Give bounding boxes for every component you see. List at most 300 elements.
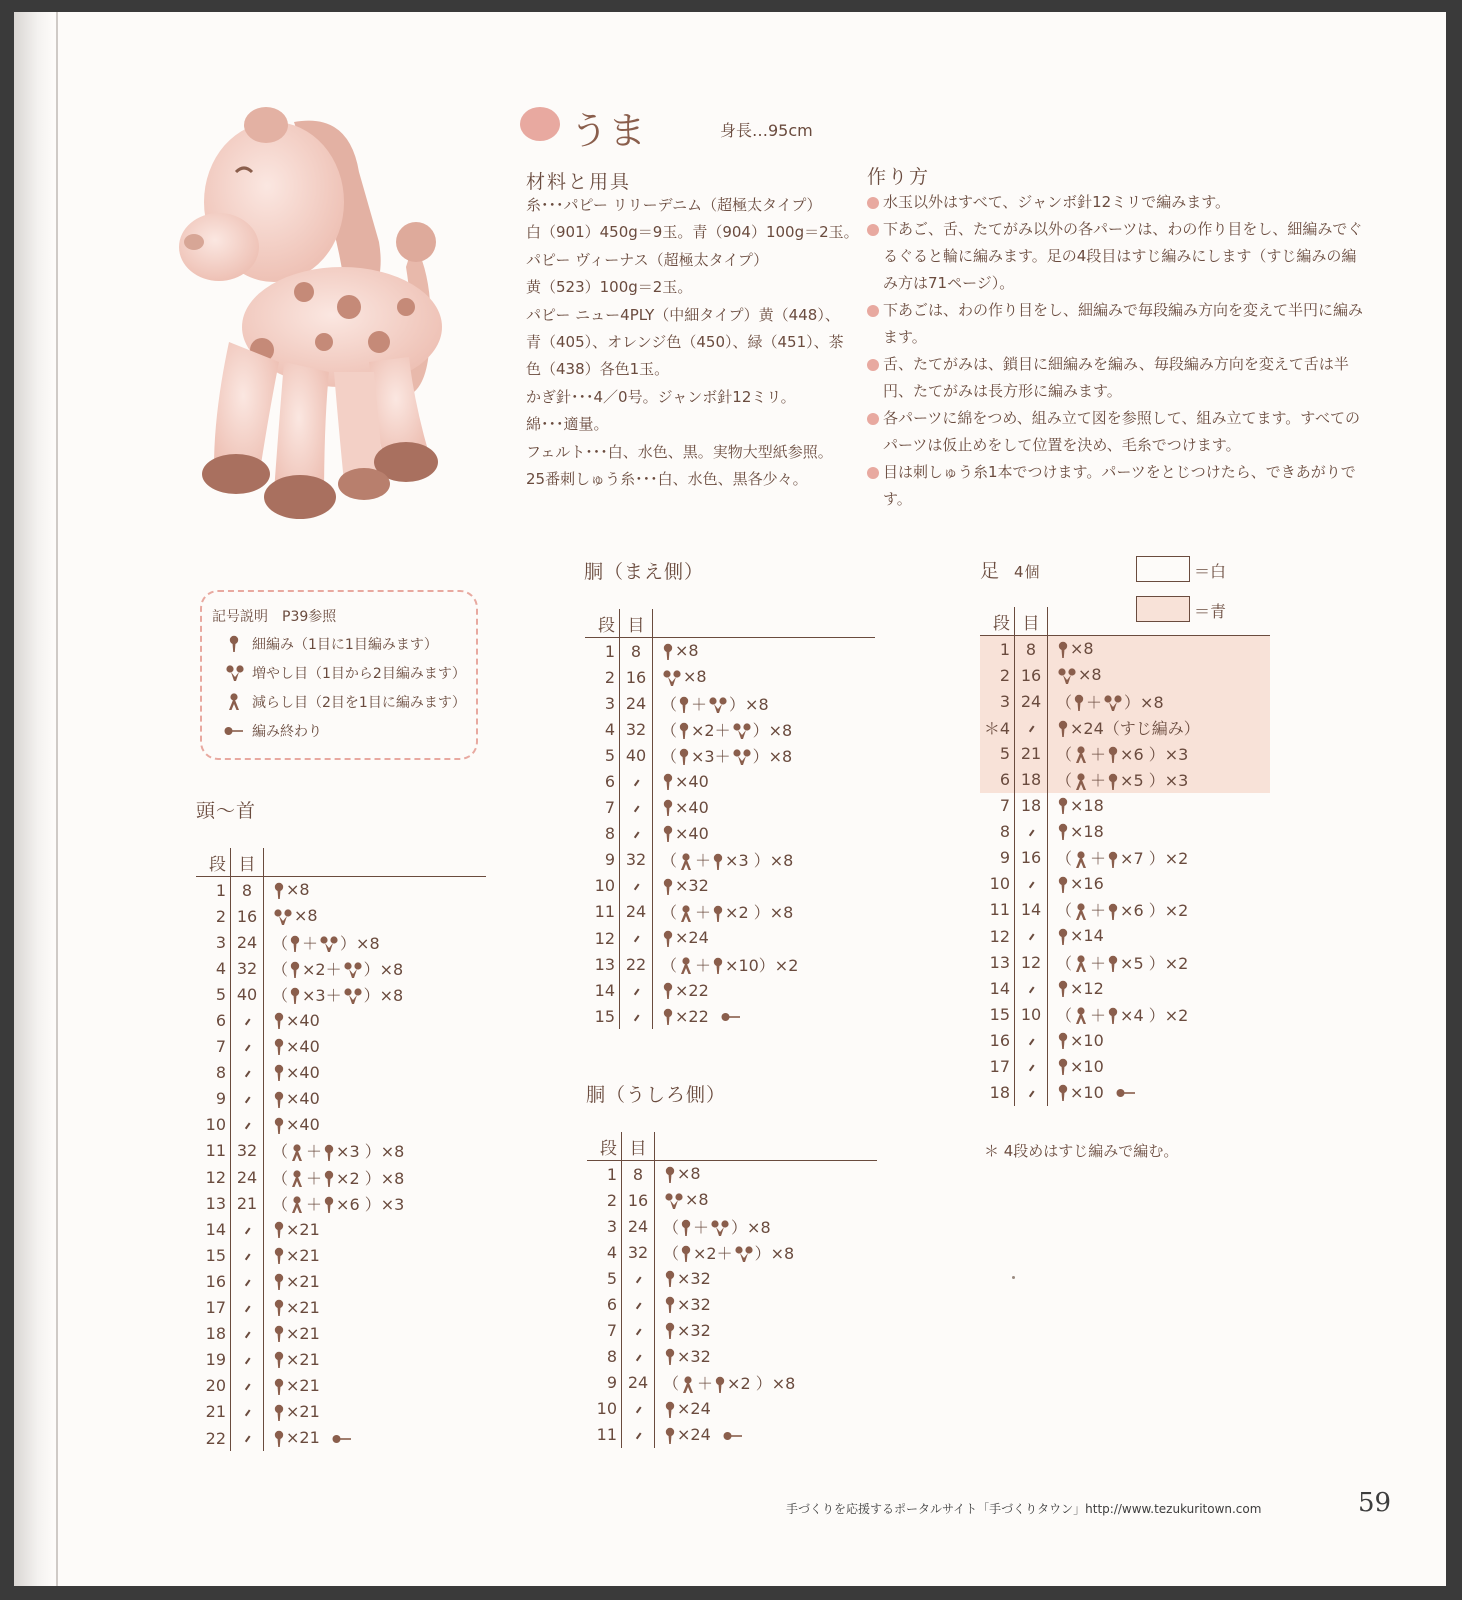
single-crochet-icon [1108,746,1118,764]
table-row [196,981,486,1007]
instruction-text: ）×8 [731,1217,771,1237]
row-number: 6 [980,766,1015,792]
row-instruction [1048,1054,1271,1080]
instruction-text: ×8 [1078,665,1102,685]
table-row [196,1164,486,1190]
stitch-count: 14 [1015,897,1048,923]
row-number: 7 [215,1037,226,1057]
stitch-count: 24 [620,690,653,716]
increase-icon [274,908,292,926]
row-number: 10 [594,876,615,896]
table-row [980,975,1270,1001]
instruction-text: ）×8 [1124,692,1164,712]
same-count-mark [635,1433,640,1440]
stitch-count [231,1086,264,1112]
row-instruction [264,903,487,929]
table-row [196,877,486,904]
row-number: 6 [215,1011,226,1031]
row-number: 9 [606,1373,617,1393]
stitch-count: 18 [1015,766,1048,792]
instruction-text: ×40 [286,1010,320,1030]
head-chart-table [196,848,486,1451]
decrease-icon [1074,773,1088,791]
instruction-column-header [1048,607,1271,636]
table-header-row [196,848,486,877]
stitch-count [231,1007,264,1033]
instruction-text: ×21 [286,1271,320,1291]
table-row [196,1216,486,1242]
stitch-count [1015,923,1048,949]
stitch-count [622,1396,655,1422]
table-row [196,1347,486,1373]
instruction-text: （ [663,1374,680,1394]
instruction-text: （ [661,903,678,923]
row-instruction [264,1190,487,1216]
increase-icon [344,987,362,1005]
stray-dot [1012,1276,1015,1279]
table-row [980,845,1270,871]
instruction-text: ×24 [677,1425,711,1445]
row-instruction [264,1060,487,1086]
same-count-mark [244,1384,249,1391]
materials-line: かぎ針･･･4／0号。ジャンボ針12ミリ。 [526,387,796,406]
table-row [196,1425,486,1451]
instruction-text: ×5 ）×2 [1120,953,1189,973]
stitch-count [231,1060,264,1086]
row-number: 14 [594,980,615,1000]
stitch-count: 32 [231,955,264,981]
table-header-row [980,607,1270,636]
increase-icon [735,1245,753,1263]
table-row [980,819,1270,845]
legend-text: 増やし目（1目から2目編みます） [252,666,466,682]
key-white-label: ＝白 [1194,562,1227,581]
instruction-text: ×24 [675,928,709,948]
single-crochet-icon [1058,1032,1068,1050]
instruction-item: 水玉以外はすべて、ジャンボ針12ミリで編みます。 [867,189,1367,216]
row-instruction [655,1396,878,1422]
same-count-mark [244,1305,249,1312]
instruction-text: ×3＋ [691,746,731,766]
stitch-count [620,1003,653,1029]
table-row [980,636,1270,663]
instruction-text: ＋ [695,955,712,975]
decrease-icon [1074,1007,1088,1025]
table-row [585,951,875,977]
table-row [980,1080,1270,1106]
body-front-chart-table [585,609,875,1029]
single-crochet-icon [665,1322,675,1340]
row-instruction [655,1265,878,1291]
row-instruction [1048,975,1271,1001]
row-instruction [653,925,876,951]
table-row [587,1370,877,1396]
table-row [585,925,875,951]
row-number: 18 [989,1083,1010,1103]
instruction-text: （ [661,694,678,714]
table-row [196,929,486,955]
instruction-text: ×40 [675,797,709,817]
same-count-mark [244,1096,249,1103]
instruction-text: ）×8 [340,933,380,953]
single-crochet-icon [1058,797,1068,815]
horse-photo [174,92,514,532]
decrease-icon [290,1196,304,1214]
stitch-count: 8 [231,877,264,904]
materials-line: 色（438）各色1玉。 [526,360,670,379]
table-row [980,897,1270,923]
instruction-item: 下あごは、わの作り目をし、細編みで毎段編み方向を変えて半円に編みます。 [867,297,1367,351]
table-row [587,1265,877,1291]
instruction-text: ×7 ）×2 [1120,849,1189,869]
instruction-column-header [264,848,487,877]
row-number: 13 [205,1193,226,1213]
stitch-count: 21 [1015,740,1048,766]
row-number: 1 [980,636,1015,663]
table-row [587,1187,877,1213]
same-count-mark [1028,1064,1033,1071]
same-count-mark [1028,882,1033,889]
instruction-text: ×8 [677,1164,701,1184]
row-number: 21 [205,1402,226,1422]
table-row [196,955,486,981]
row-instruction [655,1291,878,1317]
stitch-count [231,1242,264,1268]
row-instruction [264,1034,487,1060]
instruction-text: （ [272,1168,289,1188]
row-instruction [653,690,876,716]
instruction-text: ×8 [1070,639,1094,659]
row-instruction [264,1216,487,1242]
table-row [587,1318,877,1344]
row-instruction [653,795,876,821]
increase-icon [665,1192,683,1210]
row-number: 3 [980,688,1015,714]
instruction-text: ＋ [1090,901,1107,921]
row-column-header: 段 [993,613,1010,634]
stitch-count [1015,1027,1048,1053]
single-crochet-icon [663,1008,673,1026]
row-number: 18 [205,1324,226,1344]
single-crochet-icon [715,1376,725,1394]
table-row [196,1399,486,1425]
instruction-text: （ [663,1217,680,1237]
single-crochet-icon [274,1325,284,1343]
table-row [587,1344,877,1370]
table-row [196,1295,486,1321]
same-count-mark [1028,1038,1033,1045]
row-instruction [653,873,876,899]
row-instruction [655,1344,878,1370]
stitch-count: 16 [622,1187,655,1213]
instruction-text: ×5 ）×3 [1120,771,1189,791]
instruction-text: ×8 [294,906,318,926]
instruction-text: ＋ [691,694,708,714]
stitch-count [1015,1080,1048,1106]
body-back-chart-title: 胴（うしろ側） [586,1084,727,1106]
book-spine-edge [56,12,58,1586]
instruction-text: ×18 [1070,821,1104,841]
instruction-text: ＋ [693,1217,710,1237]
horse-height: 身長…95cm [720,121,813,140]
table-row [196,903,486,929]
row-number: 3 [215,932,226,952]
row-instruction [1048,923,1271,949]
row-number: 2 [980,662,1015,688]
legs-title-text: 足 [980,560,1001,582]
table-row [980,1027,1270,1053]
instruction-text: ×32 [675,876,709,896]
table-row [585,873,875,899]
instruction-text: ×18 [1070,795,1104,815]
stitch-count: 21 [231,1190,264,1216]
single-crochet-icon [665,1427,675,1445]
single-crochet-icon [1074,694,1084,712]
decrease-icon [1074,955,1088,973]
row-number: 15 [989,1004,1010,1024]
row-instruction [1048,1001,1271,1027]
table-row [585,638,875,665]
row-number: 1 [606,1164,617,1184]
row-instruction [1048,662,1271,688]
single-crochet-icon [663,930,673,948]
stitch-count: 8 [1015,636,1048,663]
row-instruction [264,1242,487,1268]
single-crochet-icon [665,1296,675,1314]
materials-line: 青（405）、オレンジ色（450）、緑（451）、茶 [526,333,844,352]
instruction-text: （ [1056,1005,1073,1025]
row-instruction [653,821,876,847]
stitch-count: 32 [622,1239,655,1265]
instruction-text: （ [1056,692,1073,712]
instruction-text: ×2＋ [691,720,731,740]
stitch-count: 32 [620,847,653,873]
single-crochet-icon [229,635,239,653]
end-of-work-icon [723,1431,743,1441]
table-row [196,1321,486,1347]
row-instruction [653,1003,876,1029]
row-number: 5 [980,740,1015,766]
instruction-text: ）×8 [754,1243,795,1263]
materials-line: 25番刺しゅう糸･･･白、水色、黒各少々。 [526,470,808,489]
instruction-text: ×21 [286,1402,320,1422]
table-row [196,1190,486,1216]
table-row [585,1003,875,1029]
instruction-item: 下あご、舌、たてがみ以外の各パーツは、わの作り目をし、細編みでぐるぐると輪に編みます。足の4段目はすじ編みにします（すじ編みの編み方は71ページ）。 [867,216,1367,297]
instruction-text: ×21 [286,1376,320,1396]
decrease-icon [290,1170,304,1188]
single-crochet-icon [665,1270,675,1288]
table-row [196,1060,486,1086]
stitch-count [231,1268,264,1294]
stitch-count [231,1399,264,1425]
row-instruction [653,951,876,977]
end-of-work-icon [224,726,244,736]
stitch-count [622,1265,655,1291]
instruction-text: ）×8 [363,985,404,1005]
row-number: 1 [604,641,615,661]
row-number: 16 [205,1271,226,1291]
instruction-text: ×6 ）×3 [1120,744,1189,764]
stitch-count: 16 [231,903,264,929]
legend-symbol [224,693,244,711]
increase-icon [344,961,362,979]
stitch-count [231,1321,264,1347]
stitch-count [622,1291,655,1317]
stitch-count [231,1216,264,1242]
row-number: 9 [999,848,1010,868]
single-crochet-icon [1058,980,1068,998]
stitch-count [620,873,653,899]
row-instruction [1048,897,1271,923]
page-number: 59 [1358,1488,1392,1518]
single-crochet-icon [274,1404,284,1422]
row-instruction [655,1213,878,1239]
single-crochet-icon [324,1196,334,1214]
single-crochet-icon [274,1247,284,1265]
instruction-text: ×32 [677,1294,711,1314]
row-column-header: 段 [598,615,615,636]
stitch-count [231,1112,264,1138]
stitch-count: 8 [620,638,653,665]
row-number: 8 [604,824,615,844]
same-count-mark [1028,829,1033,836]
instruction-text: ×8 [685,1190,709,1210]
row-instruction [653,847,876,873]
decrease-icon [1074,903,1088,921]
end-of-work-icon [721,1012,741,1022]
instruction-text: （ [272,959,289,979]
row-number: 3 [604,693,615,713]
increase-icon [711,1219,729,1237]
instruction-text: ）×8 [752,746,793,766]
instruction-text: ＋ [1090,1005,1107,1025]
same-count-mark [1028,986,1033,993]
single-crochet-icon [274,1038,284,1056]
instruction-item: 舌、たてがみは、鎖目に細編みを編み、毎段編み方向を変えて舌は半円、たてがみは長方形に編みます。 [867,351,1367,405]
instruction-text: ×8 [675,641,699,661]
same-count-mark [633,1014,638,1021]
instruction-text: （ [272,1194,289,1214]
row-instruction [653,742,876,768]
instruction-text: ×40 [286,1115,320,1135]
single-crochet-icon [665,1401,675,1419]
decrease-icon [679,853,693,871]
row-instruction [655,1161,878,1188]
table-row [980,923,1270,949]
row-number: ＊4 [980,714,1015,740]
instruction-text: ×2＋ [302,959,342,979]
row-number: 4 [606,1242,617,1262]
table-header-row [587,1132,877,1161]
row-number: 10 [205,1115,226,1135]
single-crochet-icon [324,1144,334,1162]
instruction-text: ×2 ）×8 [725,903,794,923]
instruction-text: ×16 [1070,874,1104,894]
same-count-mark [244,1253,249,1260]
decrease-icon [227,693,241,711]
same-count-mark [244,1044,249,1051]
single-crochet-icon [663,982,673,1000]
single-crochet-icon [1058,720,1068,738]
instruction-text: ＋ [1090,953,1107,973]
table-row [196,1086,486,1112]
row-instruction [655,1187,878,1213]
table-row [585,795,875,821]
legend-text: 編み終わり [252,724,322,740]
same-count-mark [244,1410,249,1417]
row-instruction [264,1347,487,1373]
increase-icon [1104,694,1122,712]
table-row [585,690,875,716]
instruction-text: ）×8 [729,694,769,714]
stitch-count [620,821,653,847]
instruction-text: ×4 ）×2 [1120,1005,1189,1025]
decrease-icon [1074,851,1088,869]
stitch-count [231,1373,264,1399]
row-instruction [653,899,876,925]
same-count-mark [633,779,638,786]
single-crochet-icon [1058,641,1068,659]
stitch-count [620,795,653,821]
row-number: 15 [205,1245,226,1265]
stitch-count [620,925,653,951]
single-crochet-icon [681,1245,691,1263]
same-count-mark [633,936,638,943]
row-instruction [653,768,876,794]
instruction-text: ×10 [1070,1030,1104,1050]
same-count-mark [1028,725,1033,732]
stitch-count: 24 [231,1164,264,1190]
instruction-text: ×3＋ [302,985,342,1005]
decrease-icon [679,905,693,923]
stitch-count: 32 [231,1138,264,1164]
single-crochet-icon [274,1273,284,1291]
stitch-count: 22 [620,951,653,977]
row-number: 20 [205,1376,226,1396]
decrease-icon [1074,746,1088,764]
row-instruction [264,1112,487,1138]
single-crochet-icon [274,1430,284,1448]
row-instruction [1048,819,1271,845]
row-instruction [1048,845,1271,871]
single-crochet-icon [274,1221,284,1239]
stitch-count: 12 [1015,949,1048,975]
row-number: 4 [604,719,615,739]
row-instruction [264,1268,487,1294]
row-instruction [655,1422,878,1448]
stitch-count: 24 [231,929,264,955]
single-crochet-icon [1108,851,1118,869]
instruction-text: ＋ [306,1142,323,1162]
same-count-mark [1028,934,1033,941]
row-number: 11 [594,902,615,922]
row-instruction [264,1138,487,1164]
instruction-text: ×10）×2 [725,955,799,975]
row-instruction [1048,949,1271,975]
single-crochet-icon [274,1117,284,1135]
single-crochet-icon [1108,773,1118,791]
row-instruction [655,1370,878,1396]
instruction-text: ×10 [1070,1056,1104,1076]
instruction-text: ×21 [286,1245,320,1265]
same-count-mark [244,1018,249,1025]
single-crochet-icon [665,1166,675,1184]
table-row [196,1007,486,1033]
instruction-text: ×32 [677,1346,711,1366]
legend-text: 細編み（1目に1目編みます） [252,637,438,653]
instruction-text: （ [663,1243,680,1263]
